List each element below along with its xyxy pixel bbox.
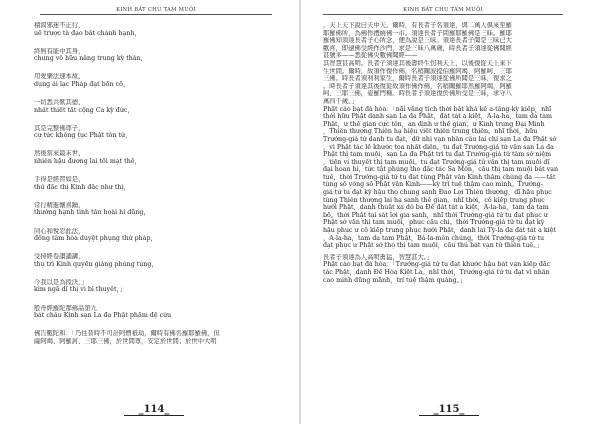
spacer <box>34 217 272 228</box>
right-page-body <box>323 22 563 284</box>
chapter-title-translation: bát châu Kinh sạn La đa Phật phẩm đệ cửu <box>34 312 172 320</box>
right-page <box>301 0 600 424</box>
text-line: 呵、三耶三佛，姿羅門種。時長者子須達復於佛所受是三昧，求守八 <box>323 90 512 98</box>
text-line: uế trược tà đạo bất chánh hạnh， <box>34 29 141 37</box>
text-line: 薩阿竭、阿羅訶、三耶三佛，於世間尊，安定於世間；於世中大明 <box>34 337 217 345</box>
text-line: nhiên hậu đương lai tối mạt thế， <box>34 158 141 166</box>
spacer <box>34 268 272 279</box>
text-line: 歡喜，即逮佛受經作沙門，求是三昧八萬歲，時長者子須達從佛聞經 <box>323 44 512 52</box>
running-header: KINH BÁT CHU TAM MUỘI <box>323 7 563 15</box>
text-line: Phật sở văn thị tam muội，phục cầu chi。thời Trưởng-giả tử tu đạt kỳ <box>323 219 545 227</box>
text-line: hậu phục ư cố kiếp trung phục hưởi Phật，danh lai Tỳ-la đa đát tát a kiệt <box>323 227 556 235</box>
text-line: 其智慧甚高明。長者子須達其後壽終生忉利天上，以後復從天上來下 <box>323 59 512 67</box>
text-line: bồ。thời Phật tại sát lợi gia sanh，nhĩ thời Trưởng-giả tử tu đạt phục ư <box>323 211 548 219</box>
running-header: KINH BÁT CHU TAM MUỘI <box>40 7 272 15</box>
text-line: tác Phật，danh Đề Hòa Kiệt La。nhĩ thời，Trưởng-giả tử tu đạt vi nhân <box>323 269 550 276</box>
page-number: _114_ <box>124 404 184 416</box>
text-line: dụng ái lạc Pháp đạt bổn cố， <box>34 80 130 88</box>
spacer <box>34 63 272 74</box>
text-line: 長者子須達為人高明勇猛，智慧甚大。」 <box>323 253 434 261</box>
spacer <box>34 114 272 125</box>
spacer <box>34 191 272 202</box>
left-page <box>0 0 299 424</box>
text-line: Phật，ư thế gian cực tôn，an định ư thế gian；ư Kinh trung Đại Minh <box>323 120 545 128</box>
text-line: 萬四千歲。」 <box>323 97 358 105</box>
text-line: đạt phục ư Phật sở thọ thị tam muội，cầu thủ bát vạn tứ thiên tuế。」 <box>323 242 543 250</box>
text-line: ，tiện vi thuyết thị tam muội。tu đạt Trưởng-giả tử văn thị tam muội dĩ <box>323 158 550 166</box>
text-line: kim ngã dĩ thị vi bi thuyết，」 <box>34 286 126 294</box>
text-line: cao minh dũng mãnh，trí tuệ thậm quảng。」 <box>323 276 467 284</box>
text-line: 積渴邪迷不正行， <box>34 22 85 29</box>
text-line: chung vô hữu năng trung kỳ thân， <box>34 55 147 63</box>
text-line: 同心和悅忍此法， <box>34 227 85 235</box>
text-line: tùng số vòng số Phật văn Kinh——kỳ trí tuệ thậm cao minh。Trưởng- <box>323 181 543 189</box>
text-line: thời hữu Phật danh sạn La đa Phật，đát tát a kiệt，A-la-ha，tam da tam <box>323 113 552 121</box>
text-line: thường hạnh tinh tấn hoài hỉ dũng， <box>34 209 150 217</box>
text-line: 三佛。時長者須利利家生，爾時長者子須達從佛所聞是三昧，復求之 <box>323 75 512 83</box>
text-line: đại hoan hỉ，tức tất phúng thọ đắc tác Sa Môn，cầu thị tam muội bát vạn <box>323 166 559 174</box>
page-number: _115_ <box>419 404 479 416</box>
text-line: cự tức không tục Phật tôn tử， <box>34 132 132 140</box>
text-line: ，A-la-ha，tam da tam Phật，Bà-la-môn chủng。thời Trưởng-giả tử tu <box>323 234 545 242</box>
spacer <box>34 320 272 331</box>
spacer <box>34 294 272 305</box>
text-line: tuế，thời Trưởng-giả tử tu đạt tùng Phật văn Kinh thậm chúng đa ——tất <box>323 173 556 181</box>
text-line: 然後當來最末世， <box>34 150 85 158</box>
spacer <box>34 140 272 151</box>
text-line: tùng Thiên thượng lai hạ sanh thế gian。nhĩ thời，cố kiếp trung phục <box>323 196 545 204</box>
text-line: đồng tâm hòa duyệt phụng thử pháp， <box>34 235 157 243</box>
spacer <box>34 243 272 254</box>
text-line: ，天上天下說曰天中天。爾時，有長者子名須達，與二萬人俱來至羅 <box>323 22 512 29</box>
text-line: 手得是經習如是， <box>34 176 85 184</box>
text-line: 受持經卷讚誦講， <box>34 253 85 261</box>
text-line: 耶羅佛所，為佛作禮繞佛一市。須達長者子問羅耶羅佛是三昧。羅耶 <box>323 29 512 37</box>
text-line: thụ trì Kinh quyển giảng phúng tụng， <box>34 260 158 268</box>
spacer <box>34 166 272 177</box>
text-line: giả tử tu đạt kỳ hậu thọ chung sanh Đao Lợi Thiên thượng，dĩ hậu phục <box>323 189 552 197</box>
text-line: ，vi Phật tác lễ khước tọa nhất diện。tu đạt Trưởng-giả tử vấn sạn La đa <box>323 143 554 151</box>
spacer <box>34 37 272 48</box>
spacer <box>34 89 272 100</box>
text-line: ，Thiên thượng Thiên hạ hiệu viết thiên trung thiên。nhĩ thời，hữu <box>323 128 538 136</box>
text-line: 甚號多——悉從佛央數佛聞經—— <box>323 52 418 60</box>
text-line: 佛告颰陀和：「乃往昔時不可計阿僧祇劫，爾時有佛名羅耶羅佛，但 <box>34 330 220 338</box>
text-line: Phật thị tam muội，sạn La đa Phật tri tu đạt Trưởng-giả tử tâm sở niệm <box>323 151 552 159</box>
chapter-title: 般舟經羅陀那佛品第九 <box>34 304 97 312</box>
text-line: 一切悉共歎其德， <box>34 99 85 107</box>
text-line: 常行精進懷喜踴， <box>34 201 85 209</box>
text-line: 羅佛知須達長者子心所念，便為說是三昧。須達長者子聞是三昧已大 <box>323 37 512 45</box>
text-line: nhất thiết tất cộng Ca kỳ đức， <box>34 106 134 114</box>
text-line: Trưởng-giả tử danh tu đạt，dữ nhị vạn nhân câu lai chí sạn La đa Phật sở <box>323 135 557 143</box>
text-line: Phật cáo bạt đà hòa：「Trưởng-giả tử tu đạt khước hậu bát vạn kiếp đắc <box>323 261 551 269</box>
text-line: hưởi Phật，danh thuật xá dô ba Đế đát tát a kiệt，A-la-ha，tam da tam <box>323 204 549 212</box>
left-page-body <box>34 22 272 345</box>
text-line: 今我以是為授決，」 <box>34 278 88 286</box>
text-line: Phật cáo bạt đà hòa：「nãi văng tích thời bất khả kế a-tăng-kỳ kiếp，nhĩ <box>323 105 552 113</box>
text-line: 終無有能中其身， <box>34 47 85 55</box>
text-line: thủ đắc thị Kinh đắc như thị， <box>34 183 130 191</box>
text-line: 其是完整佛尊子， <box>34 124 85 132</box>
text-line: 。時長者子須達其後復從故須作佛作佛，名稍關羅耶然羅阿竭，阿羅 <box>323 82 512 90</box>
text-line: 生世間。爾時，故須作復作佛，名稍關波提伯羅阿竭、阿羅呵、三耶 <box>323 67 512 75</box>
text-line: 用愛樂法速本故， <box>34 73 85 81</box>
